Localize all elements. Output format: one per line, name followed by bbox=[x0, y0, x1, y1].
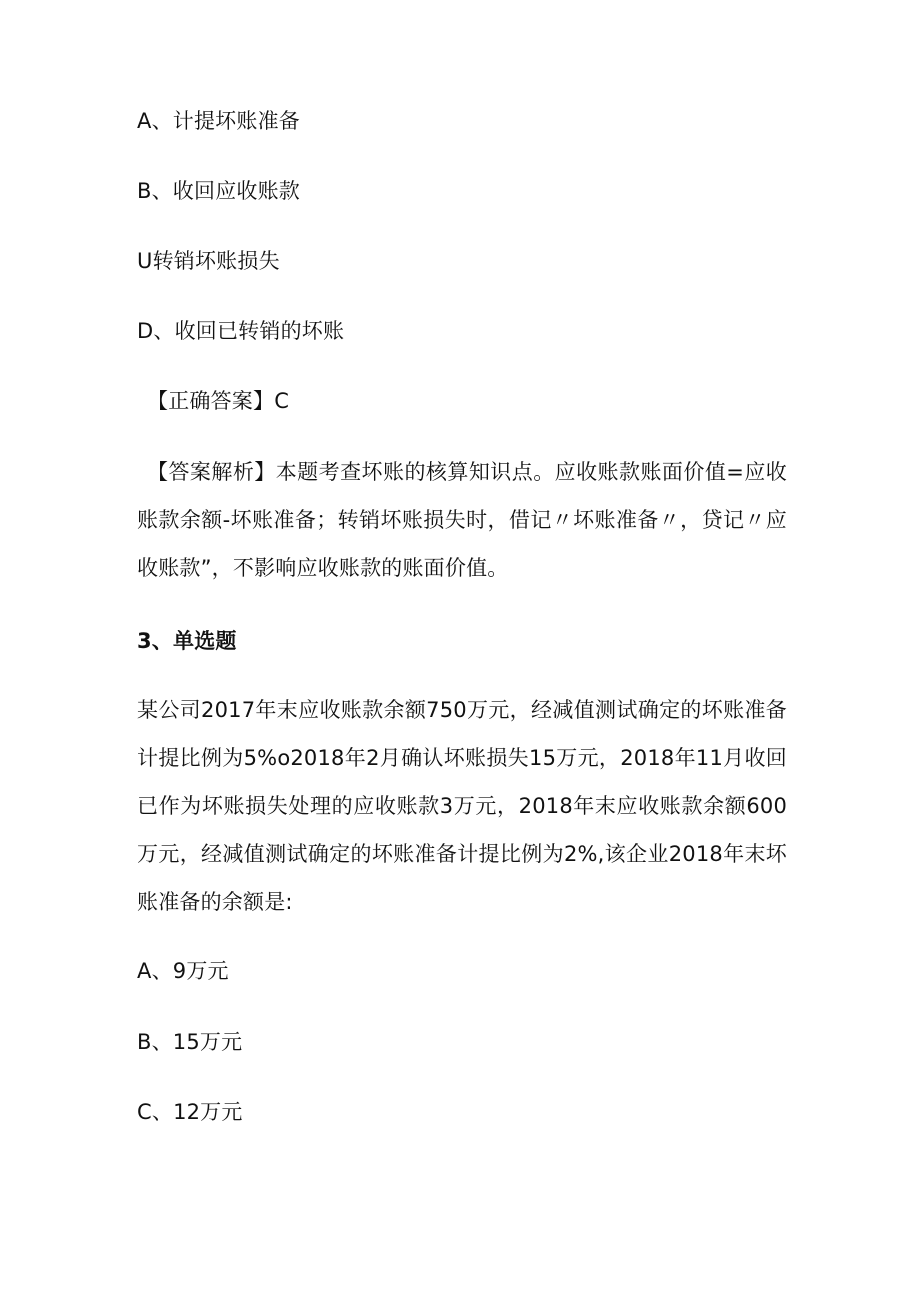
q3-option-a: A、9万元 bbox=[137, 959, 229, 983]
question-heading: 3、单选题 bbox=[137, 629, 237, 653]
prev-option-a: A、计提坏账准备 bbox=[137, 109, 300, 133]
prev-option-b: B、收回应收账款 bbox=[137, 179, 301, 203]
answer-analysis: 【答案解析】本题考查坏账的核算知识点。应收账款账面价值=应收账款余额-坏账准备；转销坏账损失时，借记〃坏账准备〃，贷记〃应收账款”，不影响应收账款的账面价值。 bbox=[137, 460, 787, 580]
q3-option-b: B、15万元 bbox=[137, 1030, 243, 1054]
q3-option-c: C、12万元 bbox=[137, 1100, 243, 1124]
correct-answer: 【正确答案】C bbox=[147, 389, 290, 413]
question-stem: 某公司2017年末应收账款余额750万元，经减值测试确定的坏账准备计提比例为5%o2018年2月确认坏账损失15万元，2018年11月收回已作为坏账损失处理的应收账款3万元，2018年末应收账款余额600万元，经减值测试确定的坏账准备计提比例为2%,该企业2018年末坏账准备的余额是: bbox=[137, 698, 787, 914]
prev-option-d: D、收回已转销的坏账 bbox=[137, 319, 345, 343]
prev-option-c: U转销坏账损失 bbox=[137, 249, 280, 273]
